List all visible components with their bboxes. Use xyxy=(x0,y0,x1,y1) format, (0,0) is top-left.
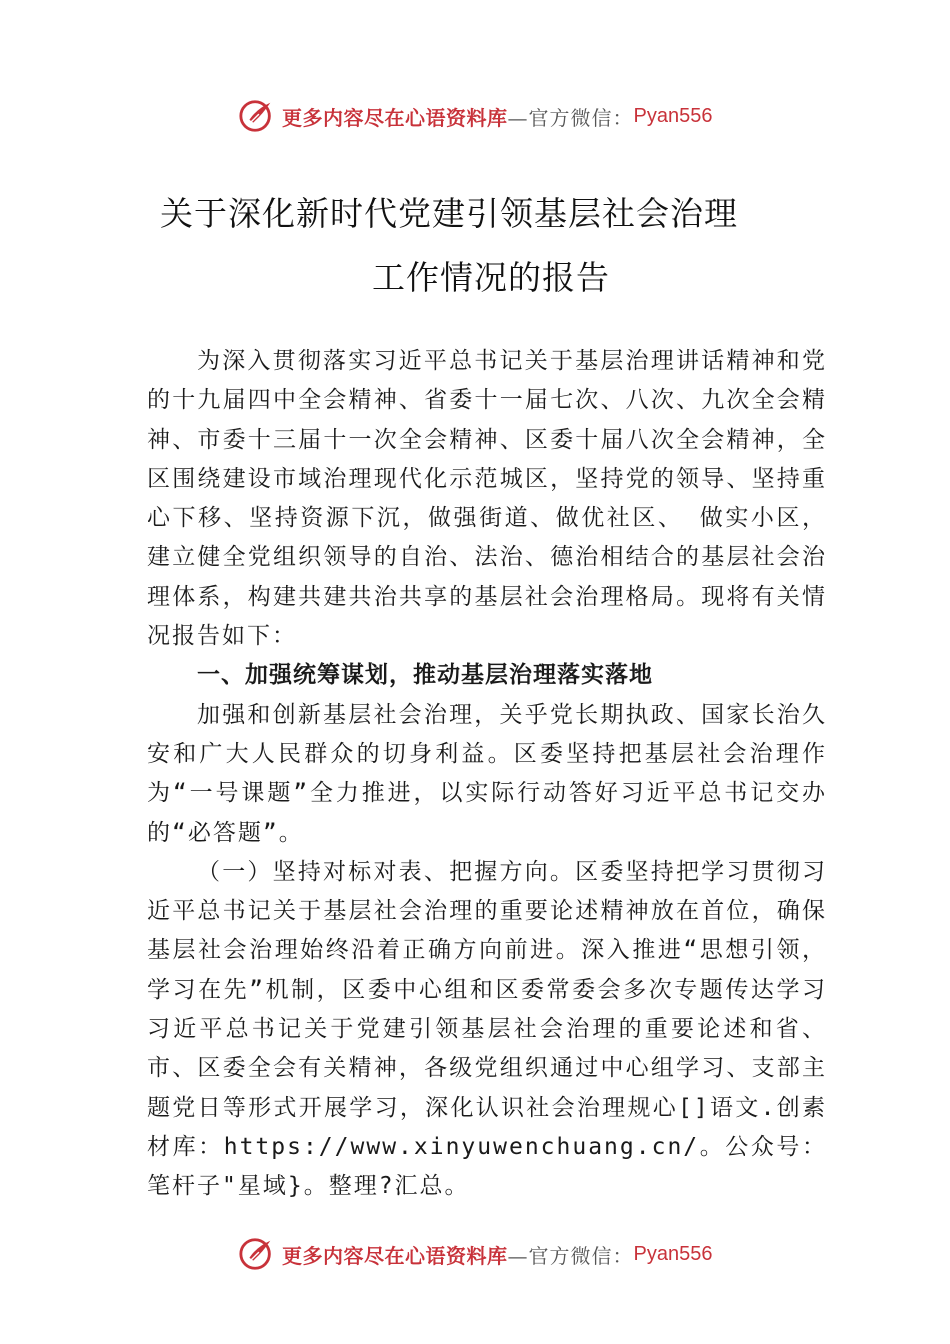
section1-paragraph-1: 加强和创新基层社会治理，关乎党长期执政、国家长治久安和广大人民群众的切身利益。区委坚持把基层社会治理作为“一号课题”全力推进，以实际行动答好习近平总书记交办的“必答题”。 xyxy=(147,701,827,846)
document-body xyxy=(147,342,827,1207)
banner-site-name: 更多内容尽在心语资料库 xyxy=(282,105,508,130)
banner-wechat-id: Pyan556 xyxy=(633,104,713,127)
top-watermark-banner xyxy=(238,96,712,136)
section-heading-1: 一、加强统筹谋划，推动基层治理落实落地 xyxy=(197,662,653,689)
banner-wechat-id: Pyan556 xyxy=(633,1242,713,1265)
quill-pen-logo-icon xyxy=(238,97,276,135)
banner-wechat-label: —官方微信： xyxy=(507,105,634,130)
bottom-watermark-banner xyxy=(238,1234,712,1274)
quill-pen-logo-icon xyxy=(238,1235,276,1273)
section1-paragraph-2: （一）坚持对标对表、把握方向。区委坚持把学习贯彻习近平总书记关于基层社会治理的重要论述精神放在首位，确保基层社会治理始终沿着正确方向前进。深入推进“思想引领，学习在先”机制，区委中心组和区委常委会多次专题传达学习习近平总书记关于党建引领基层社会治理的重要论述和省、市、区委全会有关精神，各级党组织通过中心组学习、支部主题党日等形式开展学习，深化认识社会治理规心[]语文.创素材库：https://www.xinyuwenchuang.cn/。公众号：笔杆子"星域}。整理?汇总。 xyxy=(147,858,827,1200)
banner-site-name: 更多内容尽在心语资料库 xyxy=(282,1243,508,1268)
document-title-line2: 工作情况的报告 xyxy=(372,258,610,297)
intro-paragraph: 为深入贯彻落实习近平总书记关于基层治理讲话精神和党的十九届四中全会精神、省委十一届七次、八次、九次全会精神、市委十三届十一次全会精神、区委十届八次全会精神，全区围绕建设市域治理现代化示范城区，坚持党的领导、坚持重心下移、坚持资源下沉，做强街道、做优社区、 做实小区，建立健全党组织领导的自治、法治、德治相结合的基层社会治理体系，构建共建共治共享的基层社会治理格局。现将有关情况报告如下： xyxy=(147,348,827,650)
banner-wechat-label: —官方微信： xyxy=(507,1243,634,1268)
document-title-line1: 关于深化新时代党建引领基层社会治理 xyxy=(160,194,738,233)
